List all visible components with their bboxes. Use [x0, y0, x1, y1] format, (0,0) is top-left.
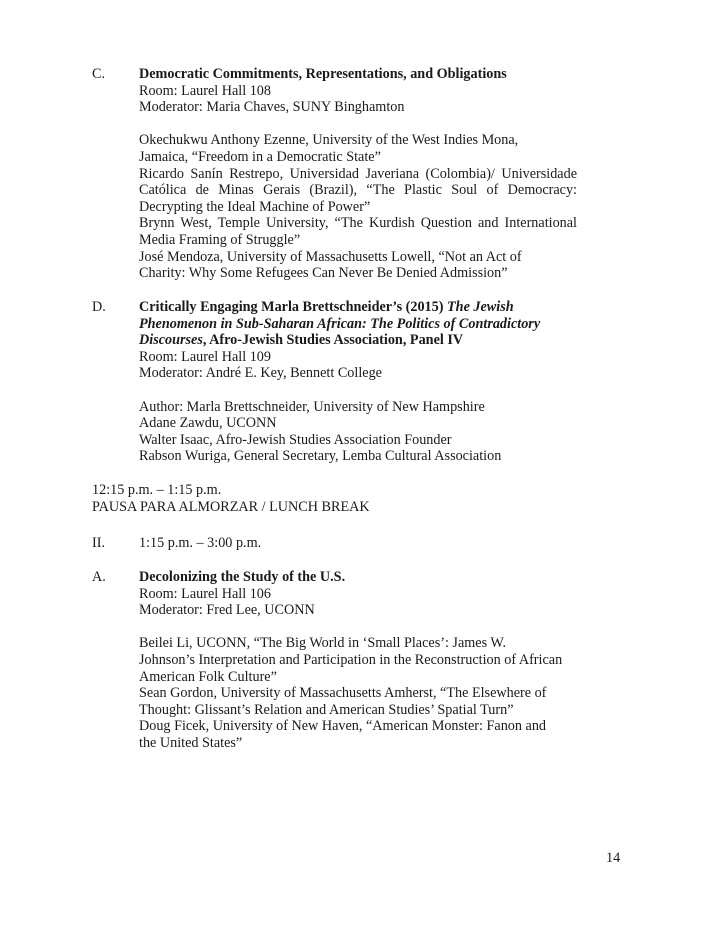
session-two-numeral: II.	[92, 535, 105, 551]
section-a-line: Johnson’s Interpretation and Participation in the Reconstruction of African	[139, 651, 563, 668]
session-two-time: 1:15 p.m. – 3:00 p.m.	[139, 535, 262, 551]
section-d-title-part2: , Afro-Jewish Studies Association, Panel IV	[202, 332, 464, 349]
section-c-line: Jamaica, “Freedom in a Democratic State”	[139, 148, 381, 165]
section-d-line: Walter Isaac, Afro-Jewish Studies Association Founder	[139, 431, 452, 448]
section-a-line: Doug Ficek, University of New Haven, “American Monster: Fanon and	[139, 718, 547, 735]
section-c-line: Católica de Minas Gerais (Brazil), “The Plastic Soul of Democracy:	[139, 182, 577, 199]
section-c-letter: C.	[92, 66, 106, 82]
section-c-moderator: Moderator: Maria Chaves, SUNY Binghamton	[139, 99, 405, 116]
section-d-title	[139, 299, 577, 316]
section-c-line: Brynn West, Temple University, “The Kurdish Question and International	[139, 215, 577, 232]
section-a-line: Thought: Glissant’s Relation and American Studies’ Spatial Turn”	[139, 701, 514, 718]
section-c-room: Room: Laurel Hall 108	[139, 82, 271, 99]
section-a-line: American Folk Culture”	[139, 668, 277, 685]
lunch-time: 12:15 p.m. – 1:15 p.m.	[92, 482, 222, 498]
lunch-break	[92, 482, 370, 515]
section-d-title-italic3: Discourses	[139, 332, 203, 349]
section-d-title-italic1: The Jewish	[447, 299, 514, 315]
section-c-line: Media Framing of Struggle”	[139, 231, 301, 248]
section-d-moderator: Moderator: André E. Key, Bennett College	[139, 365, 382, 382]
section-a-letter: A.	[92, 569, 106, 585]
section-d-letter: D.	[92, 299, 106, 315]
section-c-line: Decrypting the Ideal Machine of Power”	[139, 198, 371, 215]
section-d-room: Room: Laurel Hall 109	[139, 348, 271, 365]
section-d-title-line3	[139, 332, 577, 349]
lunch-label: PAUSA PARA ALMORZAR / LUNCH BREAK	[92, 498, 370, 515]
section-c-line: Charity: Why Some Refugees Can Never Be Denied Admission”	[139, 265, 508, 282]
section-d-line: Rabson Wuriga, General Secretary, Lemba Cultural Association	[139, 448, 502, 465]
section-d-line: Author: Marla Brettschneider, University of New Hampshire	[139, 398, 485, 415]
section-a-line: Sean Gordon, University of Massachusetts Amherst, “The Elsewhere of	[139, 685, 547, 702]
section-d-title-italic2: Phenomenon in Sub-Saharan African: The Politics of Contradictory	[139, 315, 541, 332]
section-c-line: José Mendoza, University of Massachusetts Lowell, “Not an Act of	[139, 248, 522, 265]
section-d-line: Adane Zawdu, UCONN	[139, 415, 277, 432]
section-a-line: Beilei Li, UCONN, “The Big World in ‘Small Places’: James W.	[139, 635, 507, 652]
section-c-title: Democratic Commitments, Representations, and Obligations	[139, 66, 507, 82]
section-c-line: Okechukwu Anthony Ezenne, University of the West Indies Mona,	[139, 132, 519, 149]
section-c-line: Ricardo Sanín Restrepo, Universidad Javeriana (Colombia)/ Universidade	[139, 165, 577, 182]
section-a-moderator: Moderator: Fred Lee, UCONN	[139, 602, 315, 619]
page-number: 14	[606, 850, 621, 866]
section-d-title-part1: Critically Engaging Marla Brettschneider’s (2015)	[139, 299, 448, 315]
section-a-title: Decolonizing the Study of the U.S.	[139, 569, 346, 585]
section-a-room: Room: Laurel Hall 106	[139, 585, 271, 602]
section-a-line: the United States”	[139, 734, 243, 751]
